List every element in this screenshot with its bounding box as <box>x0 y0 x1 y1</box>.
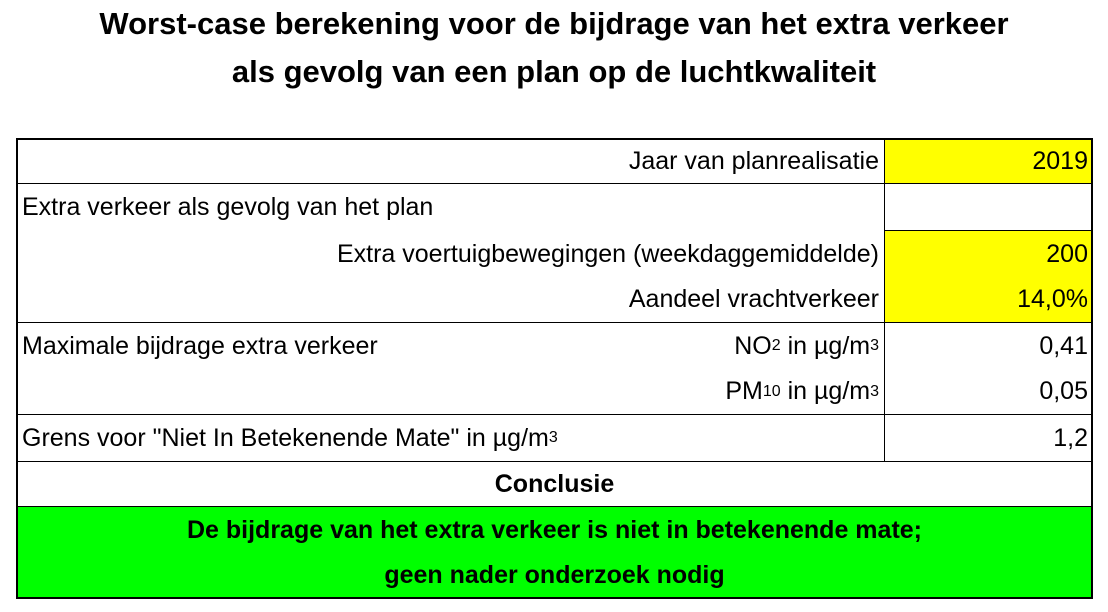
pm10-value: 0,05 <box>1039 377 1088 405</box>
title-line-1: Worst-case berekening voor de bijdrage van het extra verkeer <box>99 6 1009 41</box>
conclusie-line-1: De bijdrage van het extra verkeer is niet in betekenende mate; <box>186 515 922 544</box>
pm10-label: PM 10 in µg/m 3 <box>725 377 879 405</box>
no2-value: 0,41 <box>1039 331 1088 360</box>
no2-label: NO 2 in µg/m 3 <box>734 331 879 360</box>
conclusie-header: Conclusie <box>494 469 615 498</box>
max-bijdrage-label: Maximale bijdrage extra verkeer <box>22 331 378 360</box>
pm10-symbol: PM <box>725 377 763 405</box>
no2-symbol: NO <box>734 331 772 360</box>
border-bottom <box>16 597 1093 599</box>
jaar-value[interactable]: 2019 <box>1032 147 1088 175</box>
vracht-value[interactable]: 14,0% <box>1017 285 1088 313</box>
extra-verkeer-header: Extra verkeer als gevolg van het plan <box>22 192 434 221</box>
grens-text: Grens voor "Niet In Betekenende Mate" in µg/m <box>22 423 549 452</box>
pm10-unit: in µg/m <box>780 377 871 405</box>
voertuig-label: Extra voertuigbewegingen (weekdaggemiddelde) <box>336 239 879 268</box>
vracht-label: Aandeel vrachtverkeer <box>628 285 879 313</box>
conclusie-line-2: geen nader onderzoek nodig <box>384 560 725 589</box>
voertuig-value[interactable]: 200 <box>1046 239 1088 268</box>
grens-value: 1,2 <box>1053 423 1088 452</box>
grens-label: Grens voor "Niet In Betekenende Mate" in µg/m 3 <box>22 423 558 452</box>
jaar-label: Jaar van planrealisatie <box>628 147 879 175</box>
title-line-2: als gevolg van een plan op de luchtkwaliteit <box>231 54 877 89</box>
no2-unit: in µg/m <box>780 331 871 360</box>
